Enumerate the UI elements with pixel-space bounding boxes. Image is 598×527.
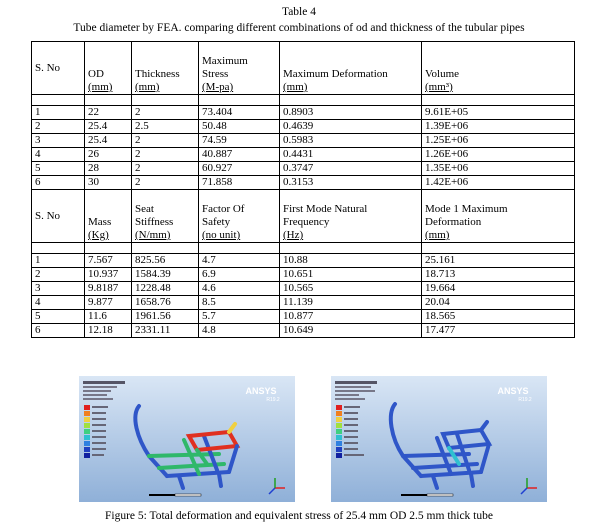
table-cell: 0.8903 bbox=[280, 106, 422, 120]
table-cell: 3 bbox=[32, 134, 85, 148]
table-row bbox=[32, 282, 575, 296]
table-cell: 1.39E+06 bbox=[422, 120, 575, 134]
header-unit: (no unit) bbox=[202, 229, 241, 241]
table-cell: 9.877 bbox=[85, 296, 132, 310]
table-cell: 2 bbox=[132, 148, 199, 162]
table-cell: 74.59 bbox=[199, 134, 280, 148]
table-cell: 18.565 bbox=[422, 310, 575, 324]
table-cell: 1.25E+06 bbox=[422, 134, 575, 148]
header-label: Deformation bbox=[425, 216, 482, 228]
table-cell: 4.6 bbox=[199, 282, 280, 296]
spacer-cell bbox=[199, 95, 280, 106]
table-cell: 2 bbox=[132, 176, 199, 190]
table-cell: 7.567 bbox=[85, 254, 132, 268]
table-cell: 2.5 bbox=[132, 120, 199, 134]
table-cell: 26 bbox=[85, 148, 132, 162]
table-cell: 71.858 bbox=[199, 176, 280, 190]
table-cell: 8.5 bbox=[199, 296, 280, 310]
spacer-row bbox=[32, 95, 575, 106]
table-cell: 10.565 bbox=[280, 282, 422, 296]
header-label: S. No bbox=[35, 61, 61, 74]
table-cell: 0.3747 bbox=[280, 162, 422, 176]
header-label: Mass bbox=[88, 216, 112, 228]
table-cell: 12.18 bbox=[85, 324, 132, 338]
svg-text:ANSYS: ANSYS bbox=[245, 386, 277, 396]
table-row bbox=[32, 268, 575, 282]
table-cell: 2 bbox=[32, 120, 85, 134]
table-caption: Tube diameter by FEA. comparing different combinations of od and thickness of the tubular pipes bbox=[73, 22, 525, 34]
table-cell: 17.477 bbox=[422, 324, 575, 338]
table-cell: 25.161 bbox=[422, 254, 575, 268]
table-cell: 2 bbox=[132, 106, 199, 120]
header-cell bbox=[32, 190, 85, 243]
table-cell: 10.651 bbox=[280, 268, 422, 282]
table-cell: 1 bbox=[32, 254, 85, 268]
table-cell: 11.139 bbox=[280, 296, 422, 310]
header-label: Frequency bbox=[283, 216, 330, 228]
table-cell: 10.88 bbox=[280, 254, 422, 268]
spacer-cell bbox=[85, 95, 132, 106]
header-label: Thickness bbox=[135, 68, 180, 80]
table-cell: 6 bbox=[32, 324, 85, 338]
table-cell: 19.664 bbox=[422, 282, 575, 296]
spacer-cell bbox=[32, 243, 85, 254]
results-table bbox=[31, 41, 575, 338]
table-cell: 0.4431 bbox=[280, 148, 422, 162]
table-cell: 3 bbox=[32, 282, 85, 296]
table-cell: 0.4639 bbox=[280, 120, 422, 134]
table-cell: 1.26E+06 bbox=[422, 148, 575, 162]
header-cell bbox=[199, 42, 280, 95]
table-label: Table 4 bbox=[281, 6, 316, 18]
spacer-cell bbox=[85, 243, 132, 254]
table-cell: 10.649 bbox=[280, 324, 422, 338]
spacer-cell bbox=[32, 95, 85, 106]
header-cell bbox=[132, 190, 199, 243]
table-cell: 6.9 bbox=[199, 268, 280, 282]
spacer-cell bbox=[280, 243, 422, 254]
header-label: Stress bbox=[202, 68, 229, 80]
header-cell bbox=[85, 190, 132, 243]
table-row bbox=[32, 162, 575, 176]
table-cell: 2 bbox=[32, 268, 85, 282]
header-label: Factor Of bbox=[202, 203, 245, 215]
header-label: Stiffness bbox=[135, 216, 174, 228]
header-unit: (Hz) bbox=[283, 229, 304, 241]
header-unit: (mm³) bbox=[425, 81, 453, 93]
table-cell: 9.8187 bbox=[85, 282, 132, 296]
results-table-body bbox=[32, 42, 575, 338]
table-row bbox=[32, 120, 575, 134]
header-label: Mode 1 Maximum bbox=[425, 203, 508, 215]
table-row bbox=[32, 148, 575, 162]
table-cell: 4.8 bbox=[199, 324, 280, 338]
header-label: First Mode Natural bbox=[283, 203, 368, 215]
table-cell: 0.3153 bbox=[280, 176, 422, 190]
table-cell: 9.61E+05 bbox=[422, 106, 575, 120]
scale-bar bbox=[401, 494, 453, 496]
spacer-cell bbox=[132, 95, 199, 106]
table-cell: 11.6 bbox=[85, 310, 132, 324]
header-cell bbox=[132, 42, 199, 95]
table-cell: 2331.11 bbox=[132, 324, 199, 338]
figure-total-deformation bbox=[79, 376, 295, 502]
table-cell: 30 bbox=[85, 176, 132, 190]
table-cell: 1961.56 bbox=[132, 310, 199, 324]
table-cell: 25.4 bbox=[85, 120, 132, 134]
table-cell: 1584.39 bbox=[132, 268, 199, 282]
table-row bbox=[32, 296, 575, 310]
table-cell: 0.5983 bbox=[280, 134, 422, 148]
header-cell bbox=[280, 190, 422, 243]
header-label: Volume bbox=[425, 68, 460, 80]
header-label: S. No bbox=[35, 209, 61, 222]
table-cell: 10.937 bbox=[85, 268, 132, 282]
table-cell: 18.713 bbox=[422, 268, 575, 282]
table-cell: 40.887 bbox=[199, 148, 280, 162]
header-cell bbox=[422, 190, 575, 243]
table-row bbox=[32, 254, 575, 268]
header-label: Safety bbox=[202, 216, 231, 228]
fea-viewport-left bbox=[79, 376, 295, 502]
table-cell: 4 bbox=[32, 148, 85, 162]
table-cell: 5 bbox=[32, 162, 85, 176]
header-label: OD bbox=[88, 68, 104, 80]
table-cell: 5.7 bbox=[199, 310, 280, 324]
svg-text:R19.2: R19.2 bbox=[518, 397, 532, 403]
header-unit: (mm) bbox=[135, 81, 160, 93]
table-cell: 28 bbox=[85, 162, 132, 176]
header-label: Maximum bbox=[202, 55, 248, 67]
table-cell: 10.877 bbox=[280, 310, 422, 324]
table-row bbox=[32, 134, 575, 148]
table-cell: 4.7 bbox=[199, 254, 280, 268]
header-unit: (M-pa) bbox=[202, 81, 234, 93]
table-cell: 4 bbox=[32, 296, 85, 310]
table-cell: 1.35E+06 bbox=[422, 162, 575, 176]
table-cell: 1228.48 bbox=[132, 282, 199, 296]
figure-equivalent-stress bbox=[331, 376, 547, 502]
header-label: Seat bbox=[135, 203, 154, 215]
table-cell: 6 bbox=[32, 176, 85, 190]
table-row bbox=[32, 176, 575, 190]
table-cell: 22 bbox=[85, 106, 132, 120]
spacer-row bbox=[32, 243, 575, 254]
figure-caption: Figure 5: Total deformation and equivalent stress of 25.4 mm OD 2.5 mm thick tube bbox=[104, 510, 493, 522]
header-cell bbox=[85, 42, 132, 95]
table-cell: 2 bbox=[132, 162, 199, 176]
header-cell bbox=[32, 42, 85, 95]
table-header-row bbox=[32, 42, 575, 95]
header-cell bbox=[422, 42, 575, 95]
header-cell bbox=[199, 190, 280, 243]
table-cell: 1.42E+06 bbox=[422, 176, 575, 190]
header-unit: (mm) bbox=[88, 81, 113, 93]
table-row bbox=[32, 324, 575, 338]
table-cell: 1 bbox=[32, 106, 85, 120]
table-cell: 60.927 bbox=[199, 162, 280, 176]
spacer-cell bbox=[422, 243, 575, 254]
header-label: Maximum Deformation bbox=[283, 68, 388, 80]
table-cell: 20.04 bbox=[422, 296, 575, 310]
header-unit: (mm) bbox=[425, 229, 450, 241]
header-unit: (mm) bbox=[283, 81, 308, 93]
table-cell: 1658.76 bbox=[132, 296, 199, 310]
table-cell: 73.404 bbox=[199, 106, 280, 120]
header-unit: (Kg) bbox=[88, 229, 109, 241]
spacer-cell bbox=[199, 243, 280, 254]
scale-bar bbox=[149, 494, 201, 496]
table-cell: 5 bbox=[32, 310, 85, 324]
table-cell: 50.48 bbox=[199, 120, 280, 134]
table-row bbox=[32, 310, 575, 324]
svg-text:R19.2: R19.2 bbox=[266, 397, 280, 403]
table-cell: 2 bbox=[132, 134, 199, 148]
svg-text:ANSYS: ANSYS bbox=[497, 386, 529, 396]
table-cell: 25.4 bbox=[85, 134, 132, 148]
table-cell: 825.56 bbox=[132, 254, 199, 268]
spacer-cell bbox=[422, 95, 575, 106]
table-header-row bbox=[32, 190, 575, 243]
fea-viewport-right bbox=[331, 376, 547, 502]
spacer-cell bbox=[132, 243, 199, 254]
spacer-cell bbox=[280, 95, 422, 106]
header-unit: (N/mm) bbox=[135, 229, 171, 241]
header-cell bbox=[280, 42, 422, 95]
table-row bbox=[32, 106, 575, 120]
